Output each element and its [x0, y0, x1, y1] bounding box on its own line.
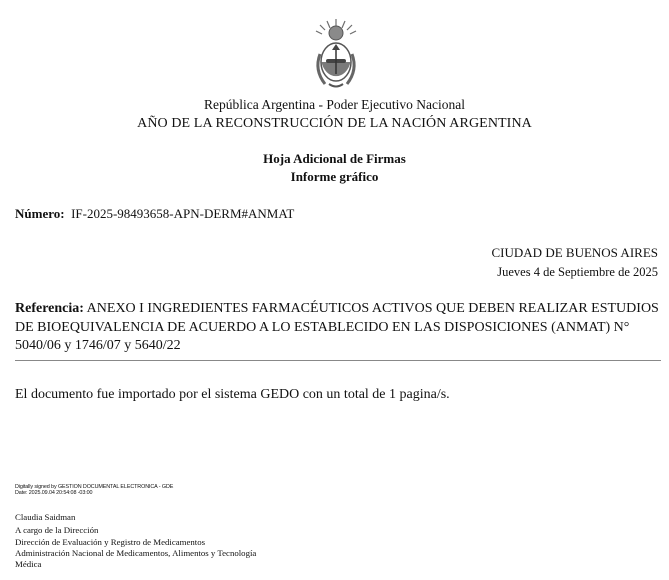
divider [15, 360, 661, 361]
referencia [15, 300, 660, 356]
document-number [15, 206, 294, 222]
signer-role: A cargo de la Dirección [15, 525, 99, 535]
digital-signature-line: Digitally signed by GESTION DOCUMENTAL ELECTRONICA - GDE [15, 484, 174, 490]
date: Jueves 4 de Septiembre de 2025 [497, 265, 658, 279]
city: CIUDAD DE BUENOS AIRES [491, 245, 658, 260]
header-republica: República Argentina - Poder Ejecutivo Nacional [203, 97, 466, 112]
referencia-label: Referencia: [15, 301, 84, 316]
signer-department: Dirección de Evaluación y Registro de Medicamentos [15, 537, 206, 547]
header-anio: AÑO DE LA RECONSTRUCCIÓN DE LA NACIÓN ARGENTINA [137, 116, 532, 131]
referencia-text: ANEXO I INGREDIENTES FARMACÉUTICOS ACTIVOS QUE DEBEN REALIZAR ESTUDIOS DE BIOEQUIVALENCIA DE ACUERDO A LO ESTABLECIDO EN LAS DISPOSICIONES (ANMAT) N° 5040/06 y 1746/07 y 5640/22 [15, 301, 659, 353]
numero-label: Número: [15, 206, 65, 221]
argentina-coat-of-arms-icon [311, 18, 361, 92]
signer-organization-line1: Administración Nacional de Medicamentos, Alimentos y Tecnología [15, 548, 257, 558]
title-hoja-adicional: Hoja Adicional de Firmas [263, 151, 406, 166]
signer-organization-line2: Médica [15, 559, 42, 569]
signer-name: Claudia Saidman [15, 512, 76, 522]
digital-signature-date: Date: 2025.09.04 20:54:08 -03:00 [15, 490, 93, 496]
body-text: El documento fue importado por el sistema GEDO con un total de 1 pagina/s. [15, 387, 450, 402]
title-informe-grafico: Informe gráfico [290, 169, 379, 184]
numero-value: IF-2025-98493658-APN-DERM#ANMAT [71, 206, 295, 221]
